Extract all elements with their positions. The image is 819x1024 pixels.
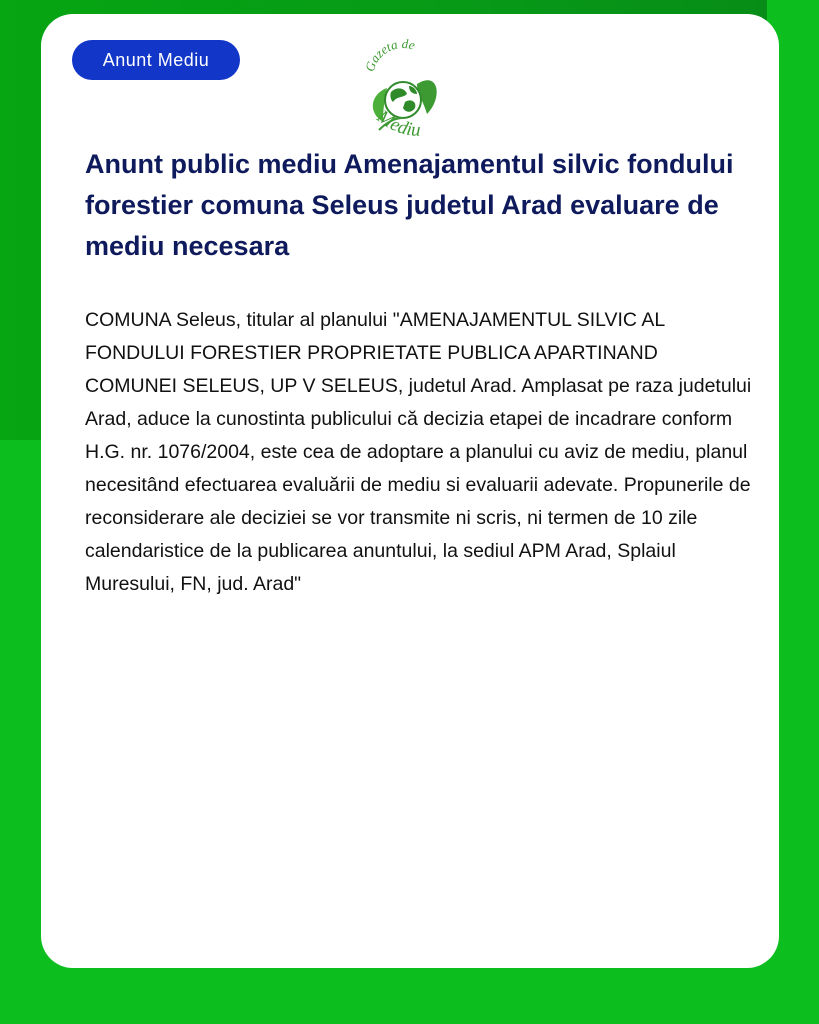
gazeta-de-mediu-logo [357,36,447,146]
article-title: Anunt public mediu Amenajamentul silvic fondului forestier comuna Seleus judetul Arad evaluare de mediu necesara [85,149,734,261]
announcement-card [41,14,779,968]
globe-leaf-icon [357,36,447,146]
article-body: COMUNA Seleus, titular al planului "AMENAJAMENTUL SILVIC AL FONDULUI FORESTIER PROPRIETATE PUBLICA APARTINAND COMUNEI SELEUS, UP V SELEUS, judetul Arad. Amplasat pe raza judetului Arad, aduce la cunostinta publicului că decizia etapei de incadrare conform H.G. nr. 1076/2004, este cea de adoptare a planului cu aviz de mediu, planul necesitând efectuarea evaluării de mediu si evaluarii adevate. Propunerile de reconsiderare ale deciziei se vor transmite ni scris, ni termen de 10 zile calendaristice de la publicarea anuntului, la sediul APM Arad, Splaiul Muresului, FN, jud. Arad" [85,309,752,595]
category-badge-label: Anunt Mediu [102,49,210,70]
svg-text:Gazeta de [362,36,417,73]
logo-bottom-text: Mediu [373,106,421,141]
logo-top-text: Gazeta de [361,36,417,74]
category-badge[interactable] [72,40,240,80]
